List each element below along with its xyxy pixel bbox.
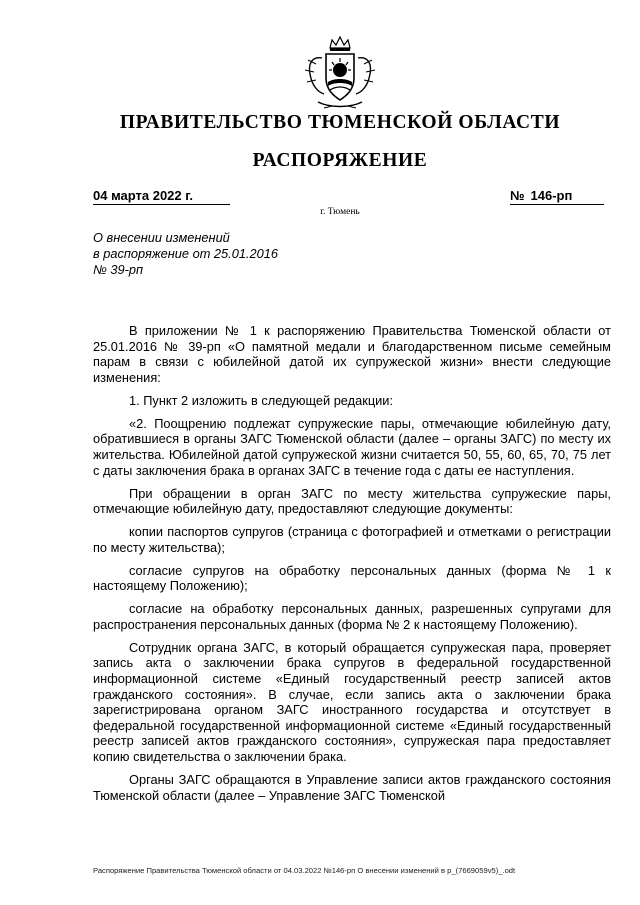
document-date: 04 марта 2022 г. [93, 188, 230, 205]
subject-line: № 39-рп [93, 262, 144, 277]
number-value: 146-рп [530, 188, 573, 203]
city-label: г. Тюмень [320, 207, 360, 217]
coat-of-arms-emblem [302, 34, 378, 116]
body-paragraph: копии паспортов супругов (страница с фотографией и отметками о регистрации по месту жительства); [93, 524, 611, 555]
body-paragraph: Органы ЗАГС обращаются в Управление записи актов гражданского состояния Тюменской области (далее – Управление ЗАГС Тюменской [93, 771, 611, 803]
number-sign: № [510, 188, 525, 203]
page-footer: Распоряжение Правительства Тюменской области от 04.03.2022 №146-рп О внесении изменений в р_(7669059v5)_.odt [93, 866, 516, 875]
body-paragraph: При обращении в орган ЗАГС по месту жительства супружеские пары, отмечающие юбилейную дату, предоставляют следующие документы: [93, 485, 611, 517]
body-paragraph: «2. Поощрению подлежат супружеские пары, отмечающие юбилейную дату, обратившиеся в органы ЗАГС Тюменской области (далее – органы ЗАГС) по месту их жительства. Юбилейной датой супружеской жизни считается 50, 55, 60, 65, 70, 75 лет с даты заключения брака в органах ЗАГС в течение года с даты ее наступления. [93, 415, 611, 478]
body-paragraph: согласие супругов на обработку персональных данных (форма № 1 к настоящему Положению); [93, 562, 611, 594]
organization-title: ПРАВИТЕЛЬСТВО ТЮМЕНСКОЙ ОБЛАСТИ [119, 112, 561, 133]
body-paragraph: согласие на обработку персональных данных, разрешенных супругами для распространения персональных данных (форма № 2 к настоящему Положению). [93, 601, 611, 632]
document-number [510, 188, 604, 205]
document-body [93, 323, 611, 811]
subject-line: О внесении изменений [93, 230, 230, 245]
body-paragraph: 1. Пункт 2 изложить в следующей редакции: [129, 392, 394, 408]
document-type-heading: РАСПОРЯЖЕНИЕ [252, 150, 428, 171]
body-paragraph: Сотрудник органа ЗАГС, в который обращается супружеская пара, проверяет запись акта о заключении брака супругов в федеральной государственной информационной системе «Единый государственный реестр записей актов гражданского состояния». В случае, если запись акта о заключении брака зарегистрирована органом ЗАГС иностранного государства и отсутствует в федеральной государственной информационной системе «Единый государственный реестр записей актов гражданского состояния», супружеская пара предоставляет копию свидетельства о заключении брака. [93, 639, 611, 764]
body-paragraph: В приложении № 1 к распоряжению Правительства Тюменской области от 25.01.2016 № 39-рп «О памятной медали и благодарственном письме семейным парам в связи с юбилейной датой их супружеской жизни» внести следующие изменения: [93, 323, 611, 385]
subject-line: в распоряжение от 25.01.2016 [93, 246, 278, 261]
document-subject [93, 230, 278, 278]
